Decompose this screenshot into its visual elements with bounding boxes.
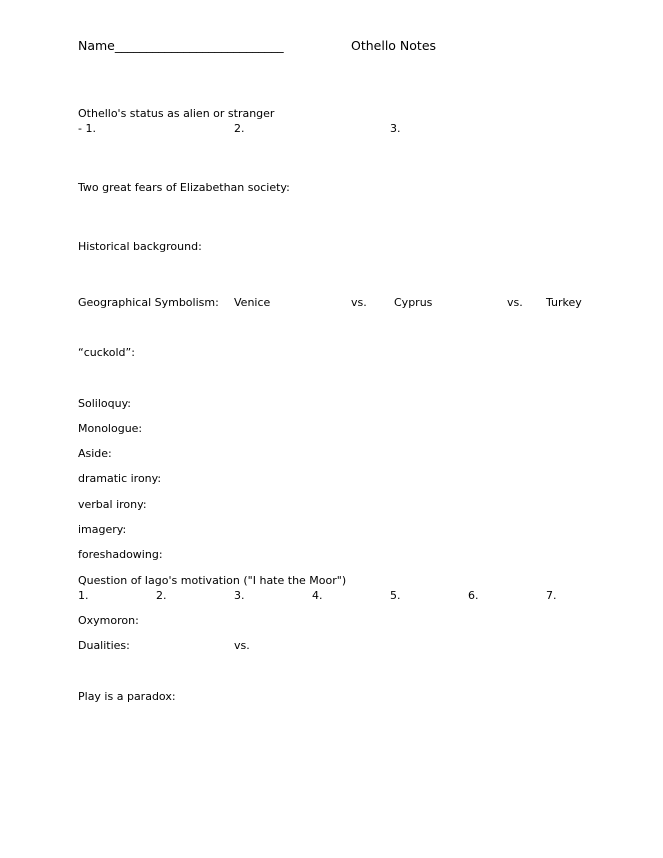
term-foreshadowing: foreshadowing: — [78, 548, 163, 561]
geography-vs-1: vs. — [351, 296, 367, 309]
status-item-2: 2. — [234, 122, 245, 135]
geography-venice: Venice — [234, 296, 271, 309]
geography-cyprus: Cyprus — [394, 296, 433, 309]
historical-heading: Historical background: — [78, 240, 202, 253]
term-soliloquy: Soliloquy: — [78, 397, 131, 410]
paradox-heading: Play is a paradox: — [78, 690, 176, 703]
dualities-vs: vs. — [234, 639, 250, 652]
status-heading: Othello's status as alien or stranger — [78, 107, 275, 120]
cuckold-heading: “cuckold”: — [78, 346, 135, 359]
geography-heading: Geographical Symbolism: — [78, 296, 219, 309]
iago-item-1: 1. — [78, 589, 89, 602]
status-item-1: - 1. — [78, 122, 96, 135]
geography-turkey: Turkey — [546, 296, 582, 309]
page-title: Othello Notes — [351, 38, 437, 53]
term-imagery: imagery: — [78, 523, 127, 536]
iago-item-4: 4. — [312, 589, 323, 602]
oxymoron-heading: Oxymoron: — [78, 614, 139, 627]
term-verbal-irony: verbal irony: — [78, 498, 147, 511]
name-field-label: Name___________________________ — [78, 38, 284, 53]
term-monologue: Monologue: — [78, 422, 143, 435]
iago-item-5: 5. — [390, 589, 401, 602]
status-item-3: 3. — [390, 122, 401, 135]
iago-item-2: 2. — [156, 589, 167, 602]
term-dramatic-irony: dramatic irony: — [78, 472, 162, 485]
geography-vs-2: vs. — [507, 296, 523, 309]
iago-item-7: 7. — [546, 589, 557, 602]
fears-heading: Two great fears of Elizabethan society: — [78, 181, 290, 194]
dualities-heading: Dualities: — [78, 639, 130, 652]
iago-item-6: 6. — [468, 589, 479, 602]
iago-item-3: 3. — [234, 589, 245, 602]
term-aside: Aside: — [78, 447, 112, 460]
iago-heading: Question of Iago's motivation ("I hate the Moor") — [78, 574, 347, 587]
